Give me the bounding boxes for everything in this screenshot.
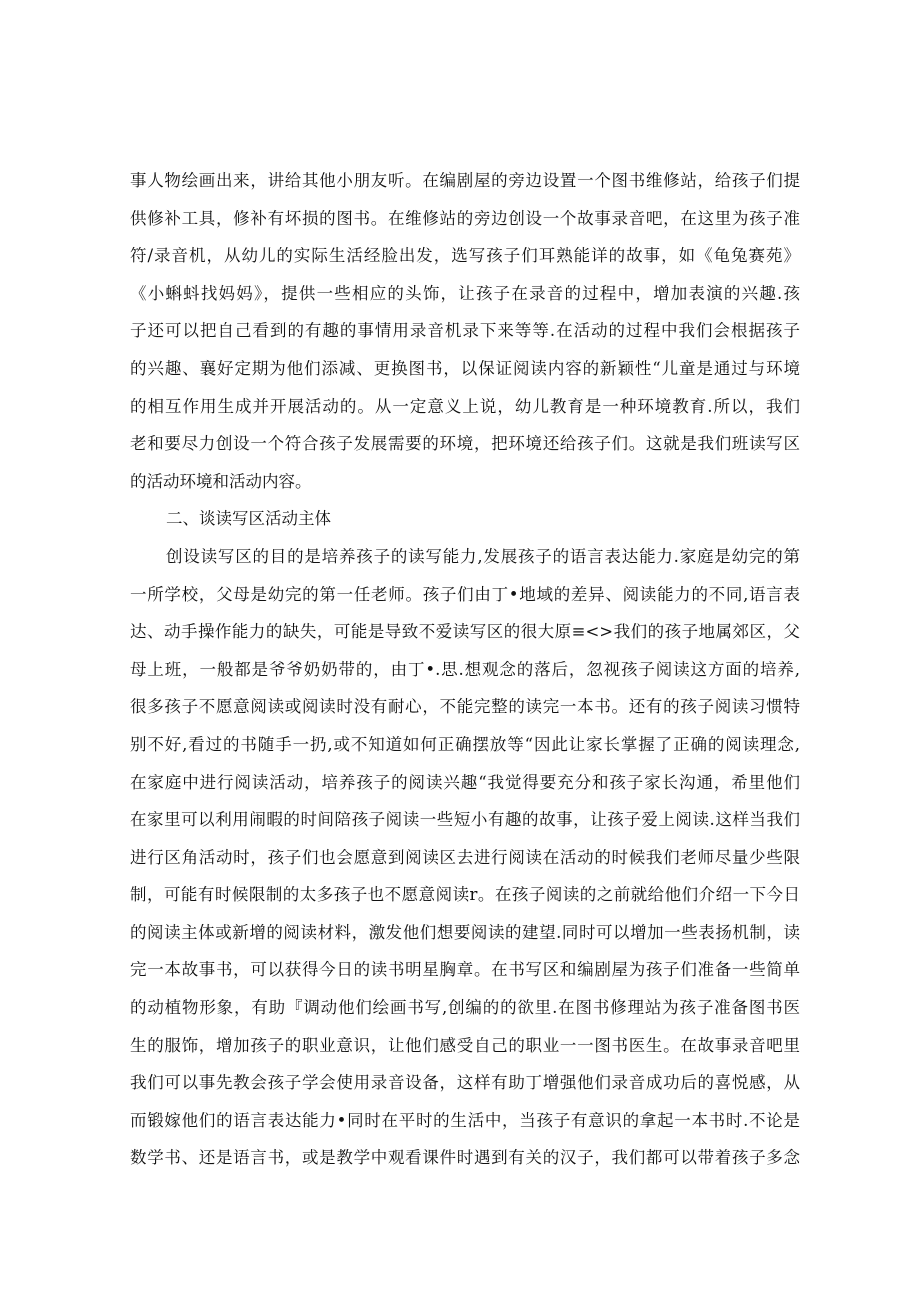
text-line: 很多孩子不愿意阅读或阅读时没有耐心，不能完整的读完一本书。还有的孩子阅读习惯特 <box>130 697 800 717</box>
text-line: 生的服饰，增加孩子的职业意识，让他们感受自己的职业一一图书医生。在故事录音吧里 <box>130 1035 800 1055</box>
text-line: 母上班，一般都是爷爷奶奶带的，由丁•.思.想观念的落后，忽视孩子阅读这方面的培养, <box>130 659 800 679</box>
text-line: 符/录音机，从幼儿的实际生活经脸出发，选写孩子们耳熟能详的故事，如《龟兔赛苑》 <box>130 246 800 266</box>
text-line: 《小蝌蚪找妈妈》，提供一些相应的头饰，让孩子在录音的过程中，增加表演的兴趣.孩 <box>130 283 800 303</box>
document-body <box>130 162 800 1177</box>
text-line: 的兴趣、襄好定期为他们添减、更换图书，以保证阅读内容的新颖性“儿童是通过与环境 <box>130 358 800 378</box>
paragraph-environment <box>130 162 800 500</box>
text-line: 制，可能有时候限制的太多孩子也不愿意阅读r。在孩子阅读的之前就给他们介绍一下今日 <box>130 885 800 905</box>
text-line: 老和要尽力创设一个符合孩子发展需要的环境，把环境还给孩子们。这就是我们班读写区 <box>130 434 800 454</box>
text-line: 供修补工具，修补有坏损的图书。在维修站的旁边创设一个故事录音吧，在这里为孩子准 <box>130 208 800 228</box>
text-line: 事人物绘画出来，讲给其他小朋友听。在编剧屋的旁边设置一个图书维修站，给孩子们提 <box>130 171 800 190</box>
paragraph-activity-subject <box>130 538 800 1177</box>
text-line: 进行区角活动时，孩子们也会愿意到阅读区去进行阅读在活动的时候我们老师尽量少些限 <box>130 847 800 867</box>
text-line: 的动植物形象，有助『调动他们绘画书写,创编的的欲里.在图书修理站为孩子准备图书医 <box>130 998 800 1018</box>
text-line: 别不好,看过的书随手一扔,或不知道如何正确摆放等“因此让家长掌握了正确的阅读理念, <box>130 734 800 754</box>
text-line: 在家里可以利用闹暇的时间陪孩子阅读一些短小有趣的故事，让孩子爱上阅读.这样当我们 <box>130 810 800 830</box>
text-line: 的相互作用生成并开展活动的。从一定意义上说，幼儿教育是一种环境教育.所以，我们 <box>130 396 800 416</box>
text-line: 而锻嫁他们的语言表达能力•同时在平时的生活中，当孩子有意识的拿起一本书时.不论是 <box>130 1110 800 1130</box>
text-line: 在家庭中进行阅读活动，培养孩子的阅读兴趣“我觉得要充分和孩子家长沟通，希里他们 <box>130 772 800 792</box>
section-heading: 二、谈读写区活动主体 <box>166 509 331 529</box>
text-line: 我们可以事先教会孩子学会使用录音设备，这样有助丁增强他们录音成功后的喜悦感，从 <box>130 1073 800 1093</box>
text-line: 的阅读主体或新增的阅读材料，激发他们想要阅读的建望.同时可以增加一些表扬机制，读 <box>130 922 800 942</box>
text-line: 子还可以把自己看到的有趣的事情用录音机录下来等等.在活动的过程中我们会根据孩子 <box>130 321 800 341</box>
text-line: 的活动环境和活动内容。 <box>130 471 312 491</box>
text-line: 创设读写区的目的是培养孩子的读写能力,发展孩子的语言表达能力.家庭是幼完的第 <box>166 546 800 566</box>
text-line: 数学书、还是语言书，或是教学中观看课件时遇到有关的汉子，我们都可以带着孩子多念 <box>130 1148 800 1168</box>
text-line: 一所学校，父母是幼完的第一任老师。孩子们由丁•地域的差异、阅读能力的不同,语言表 <box>130 584 800 604</box>
text-line: 达、动手操作能力的缺失，可能是导致不爱读写区的很大原≡<>我们的孩子地属郊区，父 <box>130 622 800 642</box>
text-line: 完一本故事书，可以获得今日的读书明星胸章。在书写区和编剧屋为孩子们准备一些简单 <box>130 960 800 980</box>
